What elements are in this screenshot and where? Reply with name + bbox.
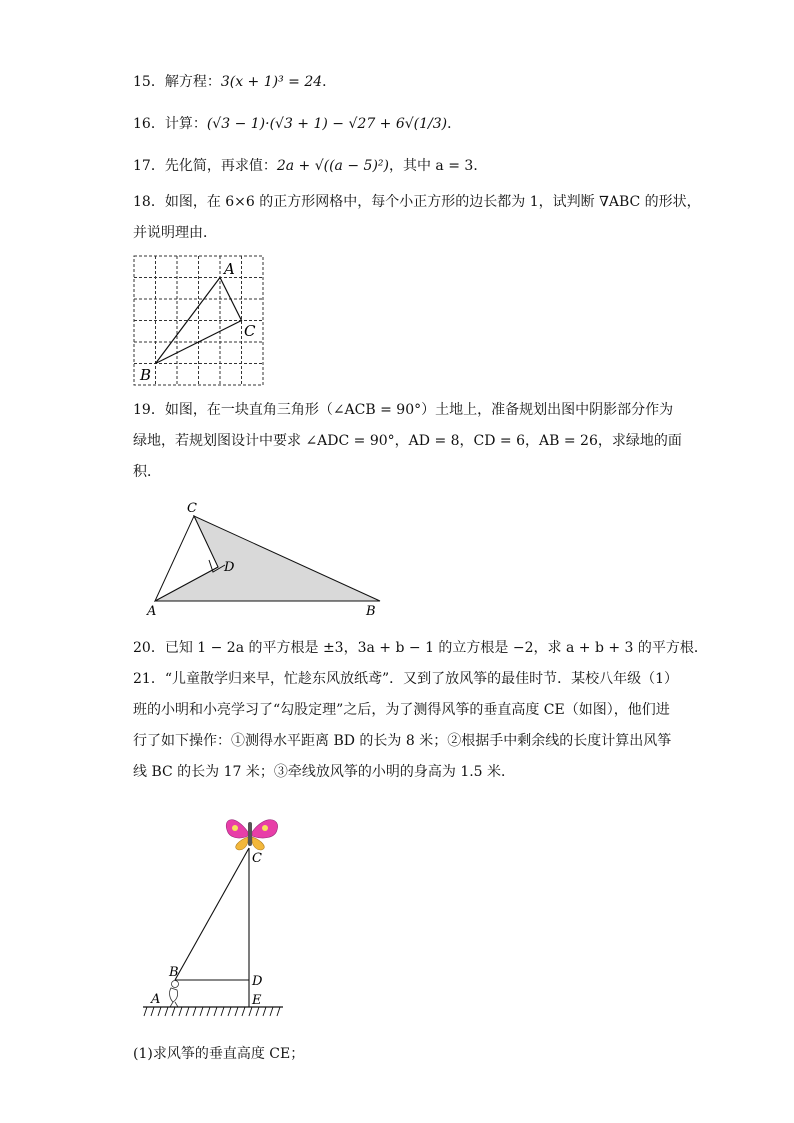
kite-label-b: B (169, 965, 179, 980)
problem-21-sub-1: (1)求风筝的垂直高度 CE； (133, 1046, 305, 1062)
triangle-abc (156, 278, 242, 364)
problem-19-line-3: 积． (133, 464, 161, 480)
tri-label-c: C (187, 501, 197, 516)
kite-label-e: E (252, 993, 262, 1008)
problem-17-text: 17．先化简，再求值：2a + √((a − 5)²)，其中 a = 3． (133, 158, 488, 174)
grid-label-a: A (224, 260, 235, 278)
problem-16-text: 16．计算：(√3 − 1)·(√3 + 1) − √27 + 6√(1/3)． (133, 116, 462, 132)
problem-21-line-4: 线 BC 的长为 17 米；③牵线放风筝的小明的身高为 1.5 米． (133, 764, 516, 780)
grid-figure (130, 250, 270, 390)
problem-21-line-3: 行了如下操作：①测得水平距离 BD 的长为 8 米；②根据手中剩余线的长度计算出风筝 (133, 733, 672, 749)
problem-17 (133, 156, 487, 176)
problem-21-line-2: 班的小明和小亮学习了“勾股定理”之后，为了测得风筝的垂直高度 CE（如图），他们进 (133, 702, 670, 718)
problem-18-line-2: 并说明理由． (133, 225, 217, 241)
triangle-figure (140, 495, 400, 625)
problem-21-line-1: 21．“儿童散学归来早，忙趁东风放纸鸢”．又到了放风筝的最佳时节．某校八年级（1） (133, 671, 679, 687)
kite-line-bc (175, 848, 249, 980)
problem-16 (133, 114, 461, 134)
kite-label-d: D (252, 974, 263, 989)
butterfly-kite-icon (226, 820, 277, 850)
kite-label-a: A (151, 992, 161, 1007)
problem-18-line-1: 18．如图，在 6×6 的正方形网格中，每个小正方形的边长都为 1，试判断 ∇ABC 的形状， (133, 194, 701, 210)
grid-label-b: B (140, 366, 152, 384)
tri-label-b: B (366, 604, 376, 619)
problem-19-line-1: 19．如图，在一块直角三角形（∠ACB = 90°）土地上，准备规划出图中阴影部分作为 (133, 402, 674, 418)
problem-20: 20．已知 1 − 2a 的平方根是 ±3，3a + b − 1 的立方根是 −2，求 a + b + 3 的平方根． (133, 640, 708, 656)
problem-15 (133, 72, 336, 92)
kite-label-c: C (252, 851, 262, 866)
person-icon (170, 981, 179, 1008)
tri-label-a: A (147, 604, 157, 619)
problem-15-text: 15．解方程：3(x + 1)³ = 24． (133, 74, 337, 90)
problem-19-line-2: 绿地，若规划图设计中要求 ∠ADC = 90°，AD = 8，CD = 6，AB = 26，求绿地的面 (133, 433, 682, 449)
kite-figure (135, 810, 295, 1040)
ground-hatching (144, 1007, 280, 1016)
grid-label-c: C (244, 322, 256, 340)
tri-label-d: D (224, 560, 235, 575)
